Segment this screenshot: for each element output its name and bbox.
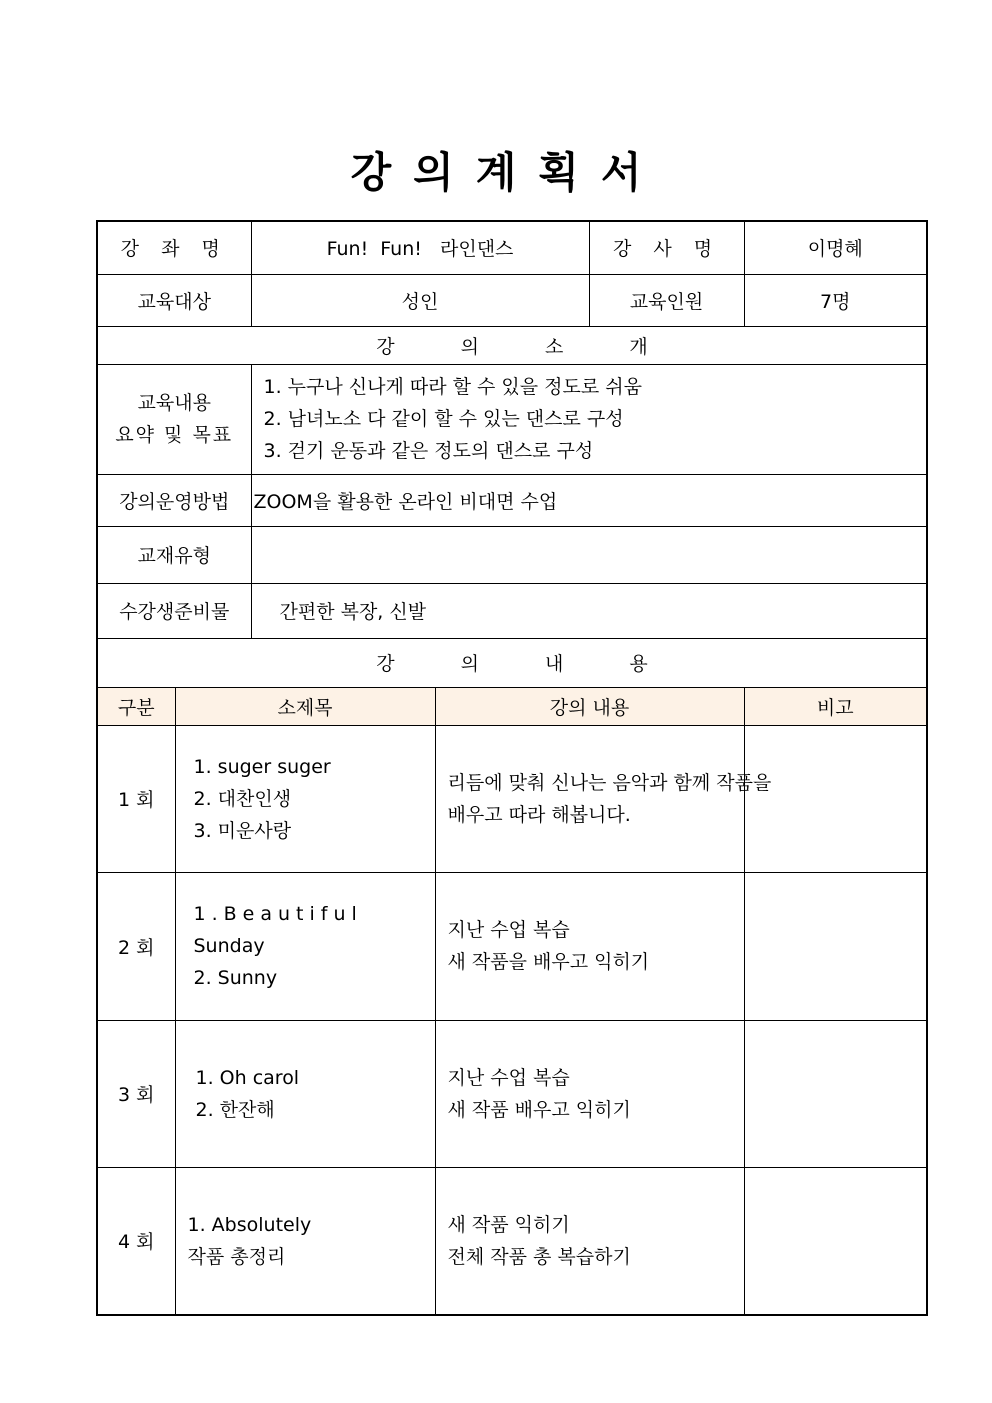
- summary-item: 2. 남녀노소 다 같이 할 수 있는 댄스로 구성: [263, 408, 624, 430]
- session-note: [744, 1020, 927, 1167]
- session-subtitle: [175, 1167, 435, 1315]
- content-line: 전체 작품 총 복습하기: [447, 1245, 631, 1268]
- session-note: [744, 872, 927, 1020]
- intro-section-header: 강 의 소 개: [97, 326, 927, 364]
- session-number: 1 회: [97, 725, 175, 872]
- target-value: 성인: [251, 274, 589, 326]
- session-row: [97, 725, 927, 872]
- subtitle-line: 작품 총정리: [187, 1245, 286, 1268]
- prep-label: 수강생준비물: [97, 583, 251, 638]
- column-header-session: 구분: [97, 687, 175, 725]
- subtitle-line: 2. Sunny: [193, 967, 278, 989]
- summary-content: [251, 364, 927, 474]
- subtitle-line: 1.Beautiful: [193, 903, 363, 925]
- content-line: 새 작품 배우고 익히기: [447, 1098, 631, 1121]
- content-line: 새 작품 익히기: [447, 1213, 570, 1236]
- content-line: 배우고 따라 해봅니다.: [447, 803, 631, 826]
- method-label: 강의운영방법: [97, 474, 251, 526]
- target-label: 교육대상: [97, 274, 251, 326]
- instructor-value: 이명혜: [744, 221, 927, 274]
- method-value: ZOOM을 활용한 온라인 비대면 수업: [251, 474, 927, 526]
- session-subtitle: [175, 872, 435, 1020]
- column-header-subtitle: 소제목: [175, 687, 435, 725]
- headcount-value: 7명: [744, 274, 927, 326]
- content-line: 지난 수업 복습: [447, 1066, 570, 1089]
- content-line: 리듬에 맞춰 신나는 음악과 함께 작품을: [447, 771, 772, 794]
- material-value: [251, 526, 927, 583]
- subtitle-line: 1. Oh carol: [195, 1066, 300, 1089]
- session-content: [435, 872, 744, 1020]
- content-line: 지난 수업 복습: [447, 919, 570, 941]
- subtitle-line: 3. 미운사랑: [193, 819, 292, 842]
- content-section-header: 강 의 내 용: [97, 638, 927, 687]
- subtitle-line: 1. suger suger: [193, 755, 331, 778]
- prep-value: 간편한 복장, 신발: [251, 583, 927, 638]
- session-row: [97, 872, 927, 1020]
- column-header-note: 비고: [744, 687, 927, 725]
- instructor-label: 강 사 명: [589, 221, 744, 274]
- session-row: [97, 1020, 927, 1167]
- session-note: [744, 1167, 927, 1315]
- subtitle-line: Sunday: [193, 935, 265, 957]
- material-label: 교재유형: [97, 526, 251, 583]
- summary-item: 1. 누구나 신나게 따라 할 수 있을 정도로 쉬움: [263, 376, 642, 398]
- content-line: 새 작품을 배우고 익히기: [447, 951, 650, 973]
- course-name-label: 강 좌 명: [97, 221, 251, 274]
- session-number: 2 회: [97, 872, 175, 1020]
- headcount-label: 교육인원: [589, 274, 744, 326]
- summary-label-line2: 요약 및 목표: [115, 424, 234, 446]
- document-title: 강의계획서: [350, 148, 664, 197]
- summary-item: 3. 걷기 운동과 같은 정도의 댄스로 구성: [263, 440, 594, 462]
- summary-label: [97, 364, 251, 474]
- session-subtitle: [175, 1020, 435, 1167]
- session-row: [97, 1167, 927, 1315]
- session-note: [744, 725, 927, 872]
- session-content: [435, 1167, 744, 1315]
- session-number: 4 회: [97, 1167, 175, 1315]
- lecture-plan-table: [96, 220, 928, 1316]
- session-number: 3 회: [97, 1020, 175, 1167]
- column-header-content: 강의 내용: [435, 687, 744, 725]
- subtitle-line: 1. Absolutely: [187, 1213, 312, 1236]
- subtitle-line: 2. 한잔해: [195, 1098, 275, 1121]
- session-subtitle: [175, 725, 435, 872]
- subtitle-line: 2. 대찬인생: [193, 787, 292, 810]
- course-name-value: Fun! Fun! 라인댄스: [251, 221, 589, 274]
- session-content: [435, 725, 772, 872]
- session-content: [435, 1020, 744, 1167]
- summary-label-line1: 교육내용: [137, 392, 211, 414]
